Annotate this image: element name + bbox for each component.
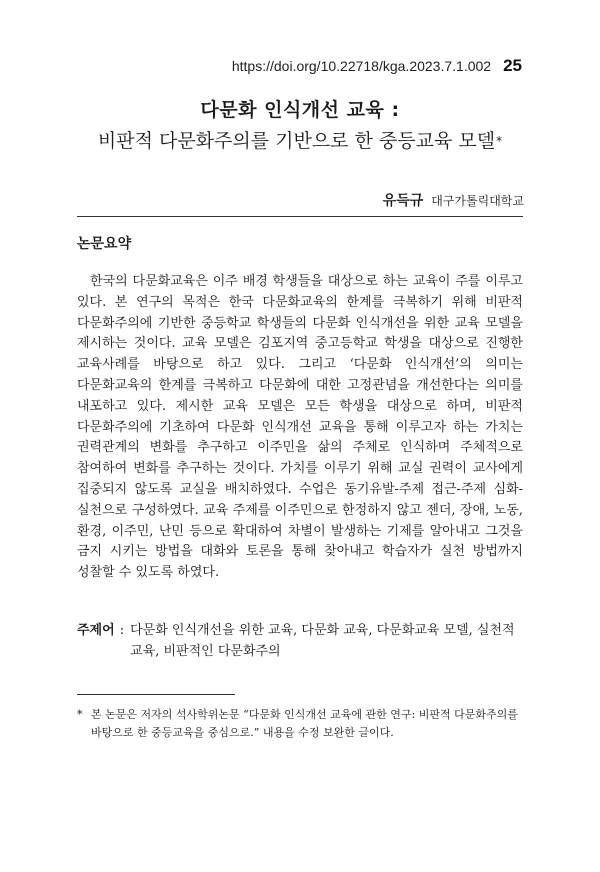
footnote bbox=[77, 706, 523, 742]
doi-link[interactable]: https://doi.org/10.22718/kga.2023.7.1.002 bbox=[231, 58, 492, 74]
title-block bbox=[0, 96, 600, 156]
keywords-label: 주제어 bbox=[77, 623, 115, 638]
author-block bbox=[383, 190, 524, 210]
page-number: 25 bbox=[503, 56, 522, 75]
abstract-heading: 논문요약 bbox=[77, 236, 132, 252]
keywords-list: 다문화 인식개선을 위한 교육, 다문화 교육, 다문화교육 모델, 실천적 교육, 비판적인 다문화주의 bbox=[130, 623, 515, 659]
keywords-colon: : bbox=[119, 623, 125, 638]
abstract-body: 한국의 다문화교육은 이주 배경 학생들을 대상으로 하는 교육이 주를 이루고 있다. 본 연구의 목적은 한국 다문화교육의 한계를 극복하기 위해 비판적 다문화주의에 기반한 중등학교 학생들의 다문화 인식개선을 위한 교육 모델을 제시하는 것이다. 교육 모델은 김포지역 중고등학교 학생을 대상으로 진행한 교육사례를 바탕으로 하고 있다. 그리고 ‘다문화 인식개선’의 의미는 다문화교육의 한계를 극복하고 다문화에 대한 고정관념을 개선한다는 의미를 내포하고 있다. 제시한 교육 모델은 모든 학생을 대상으로 하며, 비판적 다문화주의에 기초하여 다문화 인식개선 교육을 통해 이루고자 하는 가치는 권력관계의 변화를 추구하고 이주민을 삶의 주체로 인식하며 주체적으로 참여하여 변화를 추구하는 것이다. 가치를 이루기 위해 교실 권력이 교사에게 집중되지 않도록 교실을 배치하였다. 수업은 동기유발-주제 접근-주제 심화-실천으로 구성하였다. 교육 주제를 이주민으로 한정하지 않고 젠더, 장애, 노동, 환경, 이주민, 난민 등으로 확대하여 차별이 발생하는 기제를 알아내고 그것을 금지 시키는 방법을 대화와 토론을 통해 찾아내고 학습자가 실천 방법까지 성찰할 수 있도록 하였다. bbox=[77, 274, 523, 581]
header-divider bbox=[77, 216, 523, 217]
author-name: 유득규 bbox=[382, 193, 424, 209]
keywords-block bbox=[77, 620, 523, 662]
title-footnote-marker[interactable]: * bbox=[496, 134, 503, 148]
author-affiliation: 대구가톨릭대학교 bbox=[431, 194, 524, 208]
footnote-divider bbox=[77, 694, 235, 695]
running-header bbox=[232, 56, 522, 76]
paper-title: 다문화 인식개선 교육 : bbox=[200, 99, 400, 121]
paper-subtitle-text: 비판적 다문화주의를 기반으로 한 중등교육 모델 bbox=[97, 130, 496, 152]
footnote-text: 본 논문은 저자의 석사학위논문 “다문화 인식개선 교육에 관한 연구: 비판적 다문화주의를 바탕으로 한 중등교육을 중심으로.” 내용을 수정 보완한 글이다. bbox=[91, 708, 518, 739]
footnote-marker: * bbox=[77, 708, 83, 721]
paper-subtitle bbox=[0, 126, 600, 156]
